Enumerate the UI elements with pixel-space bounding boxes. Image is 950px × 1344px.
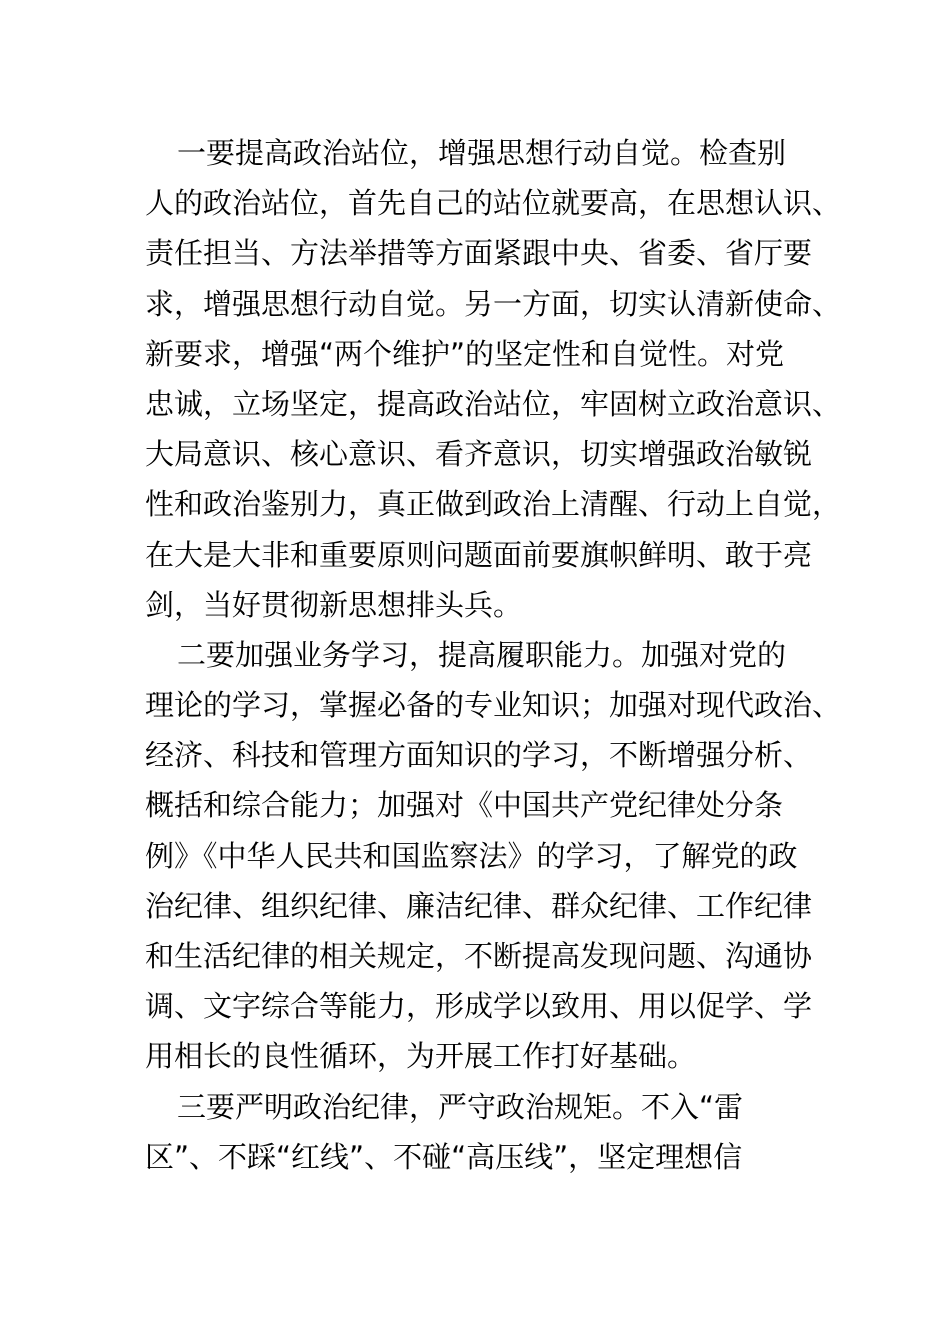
paragraph-2	[145, 630, 842, 1082]
paragraph-line: 调、文字综合等能力，形成学以致用、用以促学、学	[145, 989, 813, 1024]
paragraph-line: 新要求，增强“两个维护”的坚定性和自觉性。对党	[145, 336, 785, 371]
paragraph-line: 二要加强业务学习，提高履职能力。加强对党的	[177, 637, 787, 672]
paragraph-line: 概括和综合能力；加强对《中国共产党纪律处分条	[145, 788, 784, 823]
paragraph-line: 治纪律、组织纪律、廉洁纪律、群众纪律、工作纪律	[145, 888, 813, 923]
paragraph-line: 在大是大非和重要原则问题面前要旗帜鲜明、敢于亮	[145, 537, 813, 572]
paragraph-line: 理论的学习，掌握必备的专业知识；加强对现代政治、	[145, 688, 842, 723]
paragraph-line: 剑，当好贯彻新思想排头兵。	[145, 587, 523, 622]
paragraph-line: 忠诚，立场坚定，提高政治站位，牢固树立政治意识、	[145, 386, 842, 421]
paragraph-line: 用相长的良性循环，为开展工作打好基础。	[145, 1039, 697, 1074]
paragraph-3	[145, 1082, 825, 1182]
paragraph-line: 和生活纪律的相关规定，不断提高发现问题、沟通协	[145, 939, 813, 973]
paragraph-line: 大局意识、核心意识、看齐意识，切实增强政治敏锐	[145, 437, 813, 472]
paragraph-line: 责任担当、方法举措等方面紧跟中央、省委、省厅要	[145, 236, 813, 271]
paragraph-line: 人的政治站位，首先自己的站位就要高，在思想认识、	[145, 186, 842, 221]
document-body	[145, 128, 842, 1182]
paragraph-line: 例》《中华人民共和国监察法》的学习，了解党的政	[145, 838, 798, 873]
paragraph-line: 性和政治鉴别力，真正做到政治上清醒、行动上自觉，	[145, 487, 842, 522]
paragraph-line: 三要严明政治纪律，严守政治规矩。不入“雷	[177, 1089, 744, 1124]
paragraph-line: 求，增强思想行动自觉。另一方面，切实认清新使命、	[145, 286, 842, 321]
paragraph-line: 经济、科技和管理方面知识的学习，不断增强分析、	[145, 738, 813, 773]
paragraph-1	[145, 128, 842, 630]
paragraph-line: 一要提高政治站位，增强思想行动自觉。检查别	[177, 136, 787, 170]
paragraph-line: 区”、不踩“红线”、不碰“高压线”，坚定理想信	[145, 1139, 743, 1174]
